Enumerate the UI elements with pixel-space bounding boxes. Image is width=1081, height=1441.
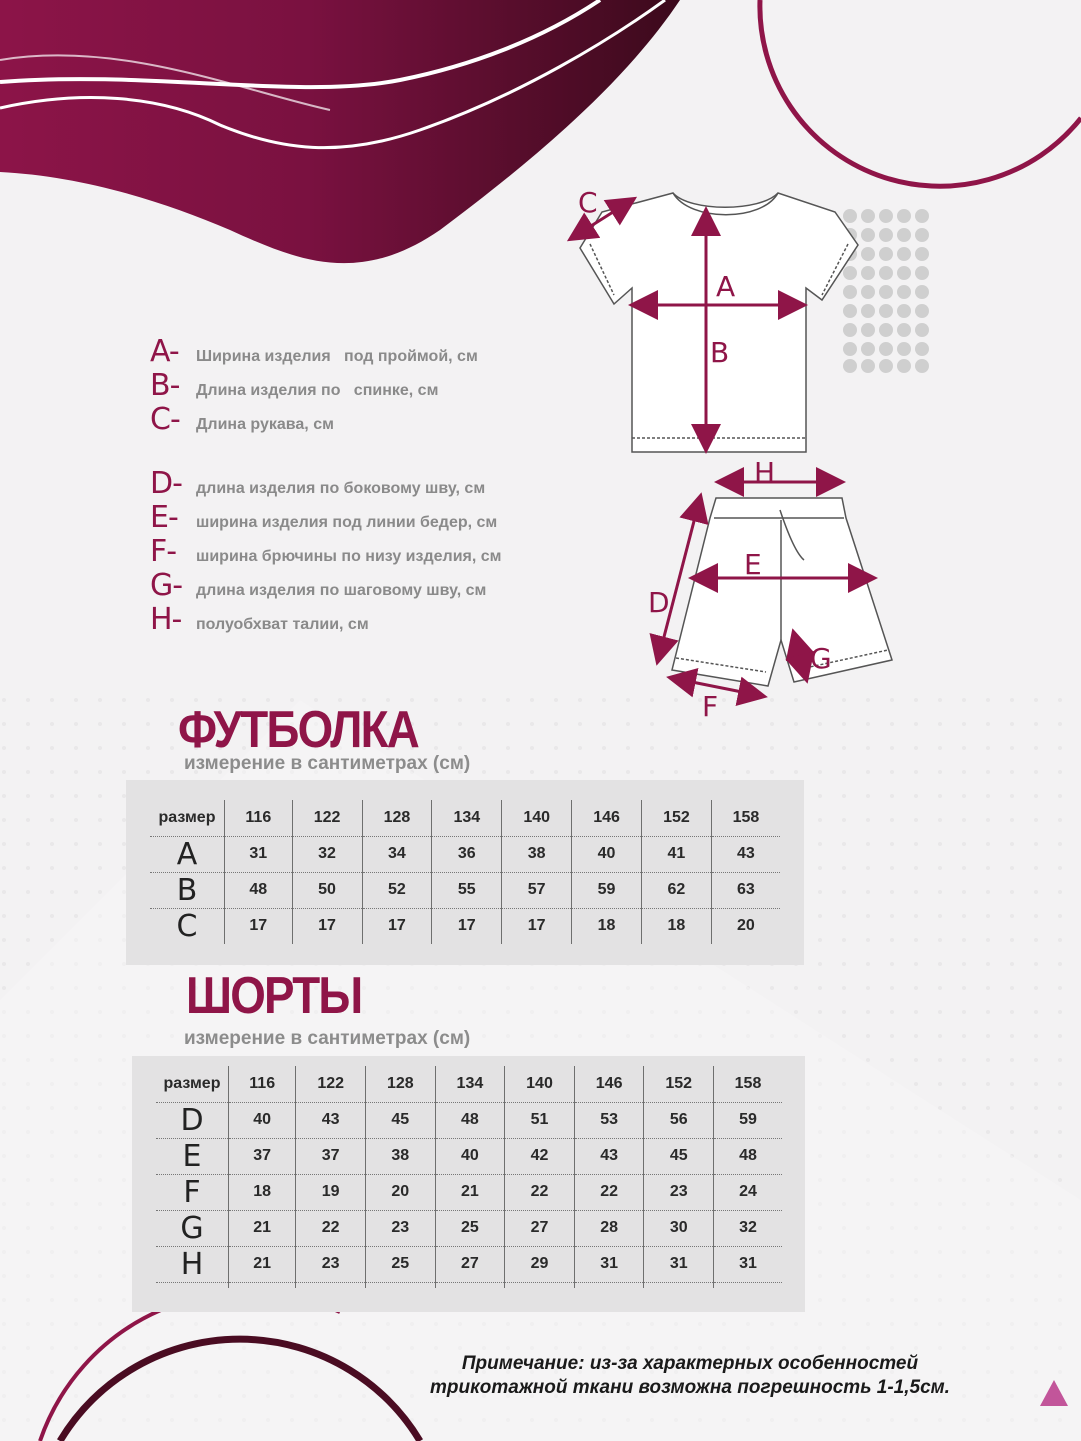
legend-text: ширина изделия под линии бедер, см [196,514,498,531]
table-cell: 36 [432,836,502,872]
table-cell: 42 [505,1138,575,1174]
table-cell: 48 [435,1102,505,1138]
footnote-line: Примечание: из-за характерных особенностей [461,1353,919,1374]
legend-item [150,500,501,534]
legend-letter: H- [150,602,182,637]
size-header: 140 [505,1066,575,1102]
legend-item [150,534,501,568]
size-header: 146 [574,1066,644,1102]
row-label: H [156,1246,229,1282]
table-cell: 32 [714,1210,782,1246]
table-cell: 50 [292,872,362,908]
table-cell: 22 [574,1174,644,1210]
tshirt-legend [150,334,478,436]
legend-text: длина изделия по боковому шву, см [196,480,486,497]
legend-text: длина изделия по шаговому шву, см [196,582,487,599]
row-label: B [150,872,225,908]
table-cell: 27 [505,1210,575,1246]
table-header-row [156,1066,782,1102]
table-cell: 59 [572,872,642,908]
table-cell: 38 [365,1138,435,1174]
size-header: 134 [432,800,502,836]
row-label: A [150,836,225,872]
table-cell: 18 [642,908,712,944]
table-cell: 37 [229,1138,296,1174]
table-cell: 29 [505,1246,575,1282]
legend-text: Длина рукава, см [196,416,334,433]
table-cell: 31 [574,1246,644,1282]
table-cell: 23 [296,1246,366,1282]
table-row [156,1282,782,1288]
row-label: F [156,1174,229,1210]
diagram-label-b: B [710,336,730,369]
legend-text: ширина брючины по низу изделия, см [196,548,502,565]
legend-item [150,466,501,500]
table-cell: 43 [296,1102,366,1138]
table-row [156,1246,782,1282]
table-cell: 17 [432,908,502,944]
tshirt-subtitle: измерение в сантиметрах (см) [184,753,471,774]
table-cell: 31 [225,836,293,872]
size-header: 158 [714,1066,782,1102]
table-cell: 62 [642,872,712,908]
diagram-label-g: G [810,642,832,675]
table-cell: 18 [229,1174,296,1210]
table-cell: 45 [644,1138,714,1174]
legend-item [150,568,501,602]
size-header: 128 [362,800,432,836]
diagram-label-h: H [754,456,776,489]
shorts-size-table [156,1066,782,1288]
row-label: D [156,1102,229,1138]
legend-letter: B- [150,368,180,403]
table-cell: 53 [574,1102,644,1138]
table-cell: 43 [711,836,780,872]
tshirt-drawing [580,193,858,452]
table-row [150,908,780,944]
table-cell: 55 [432,872,502,908]
table-cell: 18 [572,908,642,944]
legend-letter: E- [150,500,178,535]
legend-letter: D- [150,466,182,501]
size-header: 146 [572,800,642,836]
table-cell: 40 [572,836,642,872]
table-cell: 43 [574,1138,644,1174]
row-label: G [156,1210,229,1246]
legend-letter: A- [150,334,179,369]
table-cell: 21 [435,1174,505,1210]
table-row [156,1102,782,1138]
footnote [420,1352,960,1400]
size-header: 140 [502,800,572,836]
table-cell: 17 [362,908,432,944]
shorts-legend [150,466,501,636]
table-cell: 38 [502,836,572,872]
table-cell: 31 [644,1246,714,1282]
table-cell: 19 [296,1174,366,1210]
tshirt-title: ФУТБОЛКА [178,701,419,759]
size-header: 128 [365,1066,435,1102]
table-cell: 40 [435,1138,505,1174]
size-header: 152 [642,800,712,836]
legend-text: полуобхват талии, см [196,616,369,633]
table-cell: 52 [362,872,432,908]
size-header: 134 [435,1066,505,1102]
row-label: E [156,1138,229,1174]
table-cell: 27 [435,1246,505,1282]
table-cell: 48 [225,872,293,908]
shorts-title: ШОРТЫ [186,967,362,1025]
legend-item [150,368,478,402]
diagram-label-e: E [744,548,762,581]
table-cell: 63 [711,872,780,908]
legend-letter: F- [150,534,177,569]
table-cell: 20 [365,1174,435,1210]
size-header: 152 [644,1066,714,1102]
diagram-label-a: A [716,270,736,303]
size-header: 158 [711,800,780,836]
table-cell: 22 [296,1210,366,1246]
table-cell: 34 [362,836,432,872]
table-cell: 17 [225,908,293,944]
table-row [150,836,780,872]
table-row [156,1210,782,1246]
table-cell: 23 [644,1174,714,1210]
table-cell: 48 [714,1138,782,1174]
table-row [156,1174,782,1210]
size-label: размер [163,1074,221,1092]
row-label: C [150,908,225,944]
table-cell: 31 [714,1246,782,1282]
legend-item [150,334,478,368]
table-cell: 25 [365,1246,435,1282]
shorts-subtitle: измерение в сантиметрах (см) [184,1028,471,1049]
size-header: 116 [229,1066,296,1102]
table-cell: 21 [229,1210,296,1246]
diagram-label-f: F [702,690,719,723]
table-cell: 45 [365,1102,435,1138]
table-cell: 22 [505,1174,575,1210]
table-row [156,1138,782,1174]
table-cell: 17 [502,908,572,944]
table-cell: 30 [644,1210,714,1246]
legend-text: Длина изделия по спинке, см [196,382,439,399]
table-row [150,872,780,908]
table-cell: 32 [292,836,362,872]
table-cell: 56 [644,1102,714,1138]
table-cell: 23 [365,1210,435,1246]
table-cell: 28 [574,1210,644,1246]
table-cell: 20 [711,908,780,944]
legend-text: Ширина изделия под проймой, см [196,348,478,365]
table-cell: 37 [296,1138,366,1174]
size-label: размер [158,808,216,826]
table-cell: 57 [502,872,572,908]
size-header: 116 [225,800,293,836]
size-header: 122 [292,800,362,836]
footnote-line: трикотажной ткани возможна погрешность 1-1,5см. [430,1377,950,1398]
diagram-label-d: D [648,586,670,619]
table-header-row [150,800,780,836]
legend-letter: C- [150,402,180,437]
table-cell: 40 [229,1102,296,1138]
tshirt-size-table [150,800,780,944]
table-cell: 17 [292,908,362,944]
table-cell: 25 [435,1210,505,1246]
shorts-drawing [672,498,892,686]
legend-item [150,602,501,636]
diagram-label-c: C [578,186,598,219]
table-cell: 21 [229,1246,296,1282]
table-cell: 59 [714,1102,782,1138]
legend-item [150,402,478,436]
table-cell: 51 [505,1102,575,1138]
legend-letter: G- [150,568,183,603]
size-header: 122 [296,1066,366,1102]
table-cell: 41 [642,836,712,872]
table-cell: 24 [714,1174,782,1210]
